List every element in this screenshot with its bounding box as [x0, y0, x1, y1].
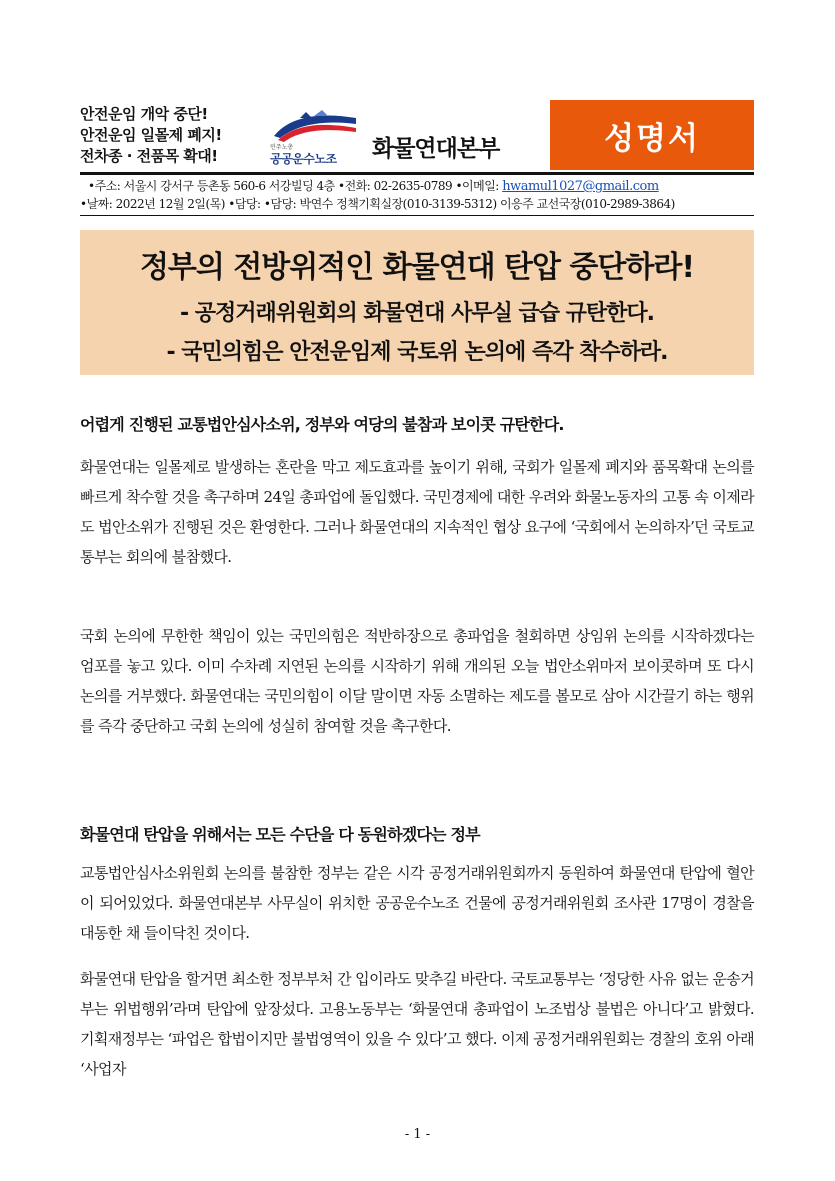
- logo-caption: 민주노총: [270, 144, 294, 151]
- title-box: [80, 230, 754, 375]
- date: •날짜: 2022년 12월 2일(목): [80, 197, 225, 211]
- letterhead: [80, 100, 754, 170]
- section-heading-2: 화물연대 탄압을 위해서는 모든 수단을 다 동원하겠다는 정부: [80, 825, 480, 844]
- org-name: 화물연대본부: [372, 136, 500, 162]
- paragraph-4: 화물연대 탄압을 할거면 최소한 정부부처 간 입이라도 맞추길 바란다. 국토교통부는 ‘정당한 사유 없는 운송거부는 위법행위’라며 탄압에 앞장섰다. 고용노동부는 ‘화물연대 총파업이 노조법상 불법은 아니다’고 밝혔다. 기획재정부는 ‘파업은 합법이지만 불법영역이 있을 수 있다’고 했다. 이제 공정거래위원회는 경찰의 호위 아래 ‘사업자: [80, 970, 754, 1078]
- paragraph-2: 국회 논의에 무한한 책임이 있는 국민의힘은 적반하장으로 총파업을 철회하면 상임위 논의를 시작하겠다는 엄포를 놓고 있다. 이미 수차례 지연된 논의를 시작하기 위해 개의된 오늘 법안소위마저 보이콧하며 또 다시 논의를 거부했다. 화물연대는 국민의힘이 이달 말이면 자동 소멸하는 제도를 볼모로 삼아 시간끌기 하는 행위를 즉각 중단하고 국회 논의에 성실히 참여할 것을 촉구한다.: [80, 627, 754, 735]
- slogan-2: 안전운임 일몰제 폐지!: [80, 126, 222, 144]
- page-number: - 1 -: [404, 1127, 431, 1142]
- logo-union-name: 공공운수노조: [270, 152, 337, 166]
- contact-label: •담당:: [228, 197, 261, 211]
- paragraph-3: 교통법안심사소위원회 논의를 불참한 정부는 같은 시각 공정거래위원회까지 동원하여 화물연대 탄압에 혈안이 되어있었다. 화물연대본부 사무실이 위치한 공공운수노조 건물에 공정거래위원회 조사관 17명이 경찰을 대동한 채 들이닥친 것이다.: [80, 864, 754, 942]
- subtitle-1: - 공정거래위원회의 화물연대 사무실 급습 규탄한다.: [179, 301, 655, 326]
- section-heading-1: 어렵게 진행된 교통법안심사소위, 정부와 여당의 불참과 보이콧 규탄한다.: [80, 415, 564, 434]
- info-line-2: [80, 196, 754, 212]
- subtitle-2: - 국민의힘은 안전운임제 국토위 논의에 즉각 착수하라.: [166, 340, 668, 365]
- slogan-3: 전차종 · 전품목 확대!: [80, 147, 218, 165]
- divider-thin: [80, 215, 754, 216]
- main-title: 정부의 전방위적인 화물연대 탄압 중단하라!: [139, 250, 695, 285]
- union-logo-icon: [270, 110, 358, 144]
- statement-badge-label: 성명서: [604, 120, 700, 157]
- slogan-list: [80, 104, 250, 167]
- union-logo: [256, 110, 356, 166]
- info-line-1: [80, 178, 762, 195]
- statement-badge: [550, 100, 754, 170]
- address: •주소: 서울시 강서구 등촌동 560-6 서강빌딩 4층: [88, 179, 335, 193]
- paragraph-1: 화물연대는 일몰제로 발생하는 혼란을 막고 제도효과를 높이기 위해, 국회가 일몰제 폐지와 품목확대 논의를 빠르게 착수할 것을 촉구하며 24일 총파업에 돌입했다. 국민경제에 대한 우려와 화물노동자의 고통 속 이제라도 법안소위가 진행된 것은 환영한다. 그러나 화물연대의 지속적인 협상 요구에 ‘국회에서 논의하자’던 국토교통부는 회의에 불참했다.: [80, 458, 754, 566]
- phone: •전화: 02-2635-0789: [338, 179, 453, 193]
- slogan-1: 안전운임 개악 중단!: [80, 105, 208, 123]
- email-label: •이메일:: [455, 179, 499, 193]
- email-link[interactable]: hwamul1027@gmail.com: [502, 179, 659, 194]
- contact: •담당: 박연수 정책기획실장(010-3139-5312) 이응주 교선국장(010-2989-3864): [263, 197, 675, 211]
- divider-thick: [80, 172, 754, 175]
